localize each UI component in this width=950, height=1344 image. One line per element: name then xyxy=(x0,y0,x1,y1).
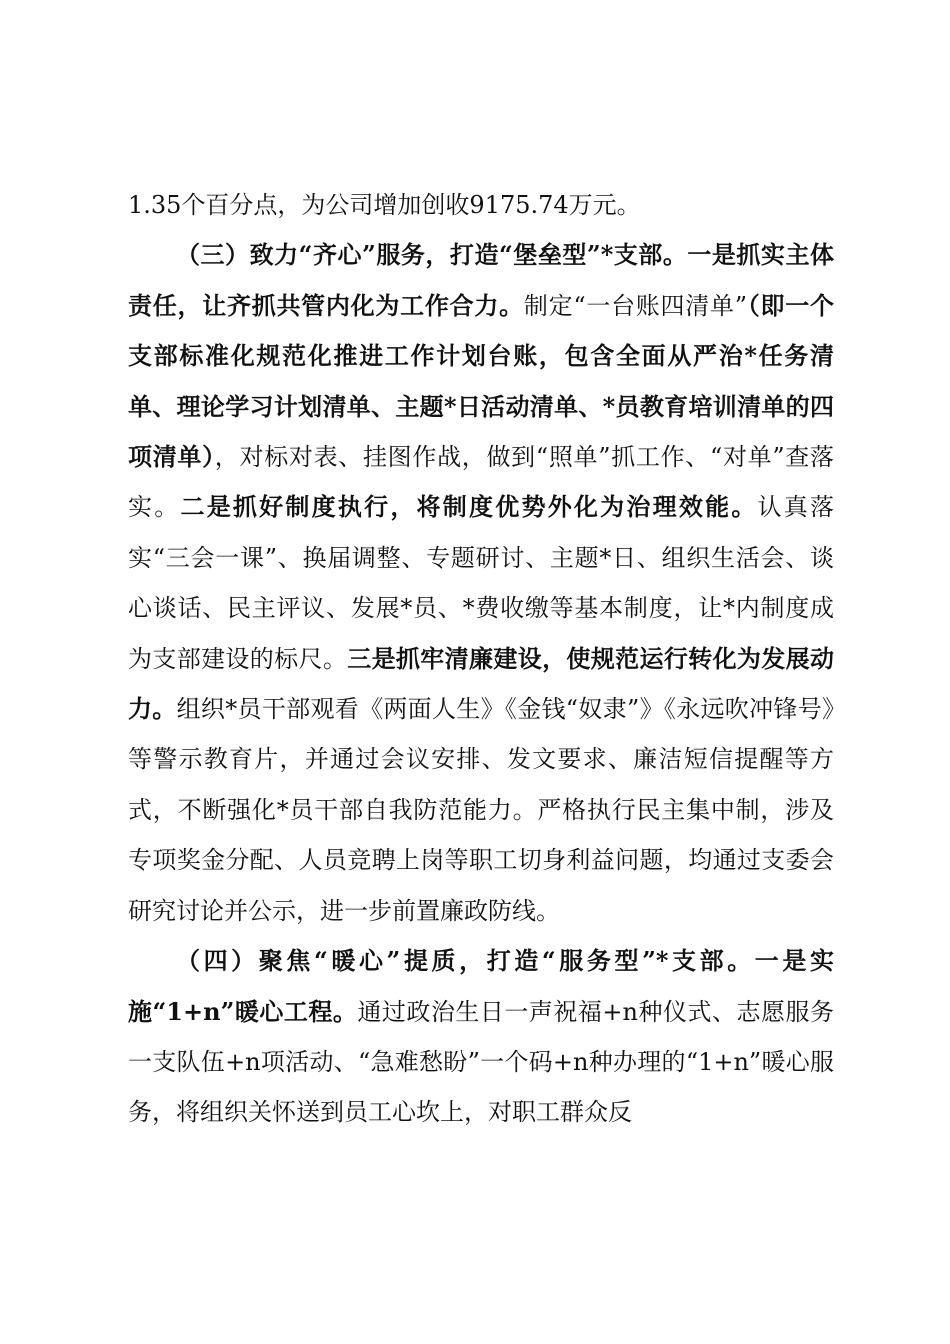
paragraph-3 xyxy=(128,936,834,1138)
bold-text-segment: （即一个支部标准化规范化推进工作计划台账，包含全面从严治*任务清单、理论学习计划清单、主题*日活动清单、*员教育培训清单的四项清单） xyxy=(128,290,835,472)
section-heading-four: （四）聚焦“暖心”提质，打造“服务型”*支部。一是实施“1+n”暖心工程。 xyxy=(128,946,834,1026)
paragraph-1 xyxy=(128,180,834,230)
paragraph-2 xyxy=(128,230,834,936)
text-segment: 制定“一台账四清单” xyxy=(523,291,748,320)
text-segment: 组织*员干部观看《两面人生》《金钱“奴隶”》《永远吹冲锋号》等警示教育片，并通过会议安排、发文要求、廉洁短信提醒等方式，不断强化*员干部自我防范能力。严格执行民主集中制，涉及专项奖金分配、人员竞聘上岗等职工切身利益问题，均通过支委会研究讨论并公示，进一步前置廉政防线。 xyxy=(128,695,835,925)
bold-text-segment: 二是抓好制度执行，将制度优势外化为治理效能。 xyxy=(180,492,758,522)
section-heading-three: （三）致力“齐心”服务，打造“堡垒型”*支部。一是抓实主体责任，让齐抓共管内化为工作合力。 xyxy=(128,240,834,320)
text-segment: ，对标对表、挂图作战，做到“照单”抓工作、“对单”查落实。 xyxy=(128,443,835,522)
text-segment: 通过政治生日一声祝福+n种仪式、志愿服务一支队伍+n项活动、“急难愁盼”一个码+n种办理的“1+n”暖心服务，将组织关怀送到员工心坎上，对职工群众反 xyxy=(128,997,834,1127)
document-body xyxy=(128,180,834,1138)
text-segment: 认真落实“三会一课”、换届调整、专题研讨、主题*日、组织生活会、谈心谈话、民主评议、发展*员、*费收缴等基本制度，让*内制度成为支部建设的标尺。 xyxy=(128,493,835,673)
bold-text-segment: 三是抓牢清廉建设，使规范运行转化为发展动力。 xyxy=(128,643,835,724)
text-segment: 1.35个百分点，为公司增加创收9175.74万元。 xyxy=(128,191,641,219)
